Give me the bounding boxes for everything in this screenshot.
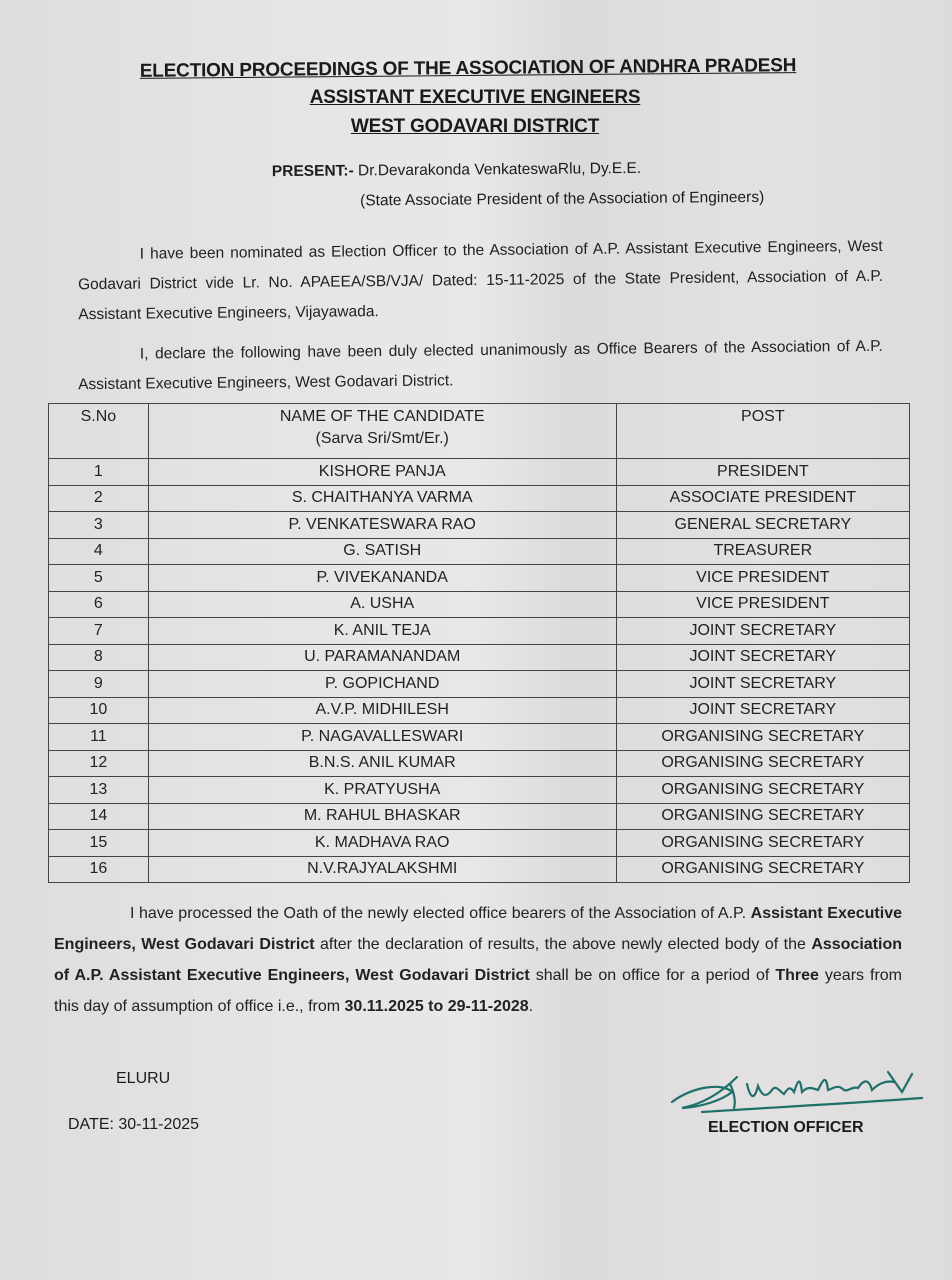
cell-candidate-name: K. ANIL TEJA (148, 618, 616, 645)
cell-sno: 16 (49, 856, 149, 883)
cell-candidate-name: KISHORE PANJA (148, 459, 616, 486)
present-name: Dr.Devarakonda VenkateswaRlu, Dy.E.E. (353, 159, 642, 180)
oath-paragraph (54, 898, 902, 1022)
cell-post: ORGANISING SECRETARY (616, 724, 909, 751)
cell-sno: 7 (49, 618, 149, 645)
declaration-paragraph: I, declare the following have been duly elected unanimously as Office Bearers of the Association of A.P. Assistant Executive Engineers, West Godavari District. (78, 337, 883, 394)
office-bearers-table (48, 403, 910, 883)
document-title (0, 54, 952, 141)
cell-post: PRESIDENT (616, 459, 909, 486)
cell-sno: 9 (49, 671, 149, 698)
oath-bold-2: Association of A.P. Assistant Executive Engineers, West Godavari District (54, 936, 902, 984)
cell-post: ORGANISING SECRETARY (616, 803, 909, 830)
cell-sno: 6 (49, 591, 149, 618)
cell-post: ORGANISING SECRETARY (616, 750, 909, 777)
cell-candidate-name: B.N.S. ANIL KUMAR (148, 750, 616, 777)
cell-candidate-name: P. VENKATESWARA RAO (148, 512, 616, 539)
oath-text-3: shall be on office for a period of (529, 967, 776, 984)
oath-text-5: . (528, 998, 534, 1015)
cell-post: JOINT SECRETARY (616, 671, 909, 698)
title-line-3: WEST GODAVARI DISTRICT (350, 116, 600, 137)
cell-post: GENERAL SECRETARY (616, 512, 909, 539)
table-row (49, 512, 910, 539)
cell-post: JOINT SECRETARY (616, 644, 909, 671)
header-name (148, 404, 616, 459)
table-row (49, 459, 910, 486)
title-line-1: ELECTION PROCEEDINGS OF THE ASSOCIATION OF ANDHRA PRADESH (139, 55, 797, 82)
header-post: POST (616, 404, 909, 459)
cell-candidate-name: P. VIVEKANANDA (148, 565, 616, 592)
present-designation: (State Associate President of the Association of Engineers) (360, 188, 765, 210)
table-row (49, 538, 910, 565)
cell-sno: 13 (49, 777, 149, 804)
table-row (49, 803, 910, 830)
table-row (49, 697, 910, 724)
oath-text-2: after the declaration of results, the above newly elected body of the (314, 936, 812, 953)
title-line-2: ASSISTANT EXECUTIVE ENGINEERS (309, 87, 641, 108)
cell-sno: 4 (49, 538, 149, 565)
cell-sno: 10 (49, 697, 149, 724)
cell-candidate-name: K. MADHAVA RAO (148, 830, 616, 857)
date-label: DATE: 30-11-2025 (68, 1116, 200, 1133)
cell-candidate-name: K. PRATYUSHA (148, 777, 616, 804)
table-row (49, 856, 910, 883)
signature-icon (662, 1062, 942, 1122)
header-sno: S.No (49, 404, 149, 459)
cell-post: ORGANISING SECRETARY (616, 830, 909, 857)
oath-text-1: I have processed the Oath of the newly elected office bearers of the Association of A.P. (130, 905, 751, 922)
cell-sno: 2 (49, 485, 149, 512)
table-row (49, 565, 910, 592)
present-label: PRESENT:- (271, 162, 354, 181)
cell-post: TREASURER (616, 538, 909, 565)
oath-text-4: years from this day of assumption of office i.e., from (54, 967, 903, 1015)
table-row (49, 485, 910, 512)
table-row (49, 724, 910, 751)
cell-sno: 1 (49, 459, 149, 486)
cell-post: JOINT SECRETARY (616, 697, 909, 724)
cell-candidate-name: U. PARAMANANDAM (148, 644, 616, 671)
cell-post: ORGANISING SECRETARY (616, 777, 909, 804)
table-row (49, 671, 910, 698)
table-row (49, 618, 910, 645)
table-row (49, 830, 910, 857)
nomination-paragraph: I have been nominated as Election Officer to the Association of A.P. Assistant Executive Engineers, West Godavari District vide Lr. No. APAEEA/SB/VJA/ Dated: 15-11-2025 of the State President, Association of A.P. Assistant Executive Engineers, Vijayawada. (77, 237, 884, 324)
cell-candidate-name: N.V.RAJYALAKSHMI (148, 856, 616, 883)
table-header-row (49, 404, 910, 459)
table-row (49, 644, 910, 671)
header-name-title: NAME OF THE CANDIDATE (279, 408, 485, 425)
cell-post: ORGANISING SECRETARY (616, 856, 909, 883)
cell-post: ASSOCIATE PRESIDENT (616, 485, 909, 512)
cell-candidate-name: M. RAHUL BHASKAR (148, 803, 616, 830)
cell-sno: 5 (49, 565, 149, 592)
header-name-subtitle: (Sarva Sri/Smt/Er.) (315, 430, 449, 447)
cell-candidate-name: S. CHAITHANYA VARMA (148, 485, 616, 512)
cell-sno: 11 (49, 724, 149, 751)
cell-candidate-name: P. GOPICHAND (148, 671, 616, 698)
cell-post: VICE PRESIDENT (616, 591, 909, 618)
cell-candidate-name: P. NAGAVALLESWARI (148, 724, 616, 751)
cell-post: VICE PRESIDENT (616, 565, 909, 592)
oath-bold-4: 30.11.2025 to 29-11-2028 (344, 998, 529, 1015)
cell-sno: 15 (49, 830, 149, 857)
cell-sno: 8 (49, 644, 149, 671)
present-block (272, 156, 765, 214)
place-label: ELURU (116, 1070, 171, 1087)
cell-candidate-name: A. USHA (148, 591, 616, 618)
cell-candidate-name: G. SATISH (148, 538, 616, 565)
oath-bold-1: Assistant Executive Engineers, West Godavari District (54, 905, 902, 953)
table-row (49, 591, 910, 618)
election-officer-label: ELECTION OFFICER (708, 1119, 864, 1136)
cell-post: JOINT SECRETARY (616, 618, 909, 645)
cell-sno: 12 (49, 750, 149, 777)
cell-candidate-name: A.V.P. MIDHILESH (148, 697, 616, 724)
table-row (49, 750, 910, 777)
cell-sno: 3 (49, 512, 149, 539)
cell-sno: 14 (49, 803, 149, 830)
oath-bold-3: Three (775, 967, 819, 984)
table-row (49, 777, 910, 804)
